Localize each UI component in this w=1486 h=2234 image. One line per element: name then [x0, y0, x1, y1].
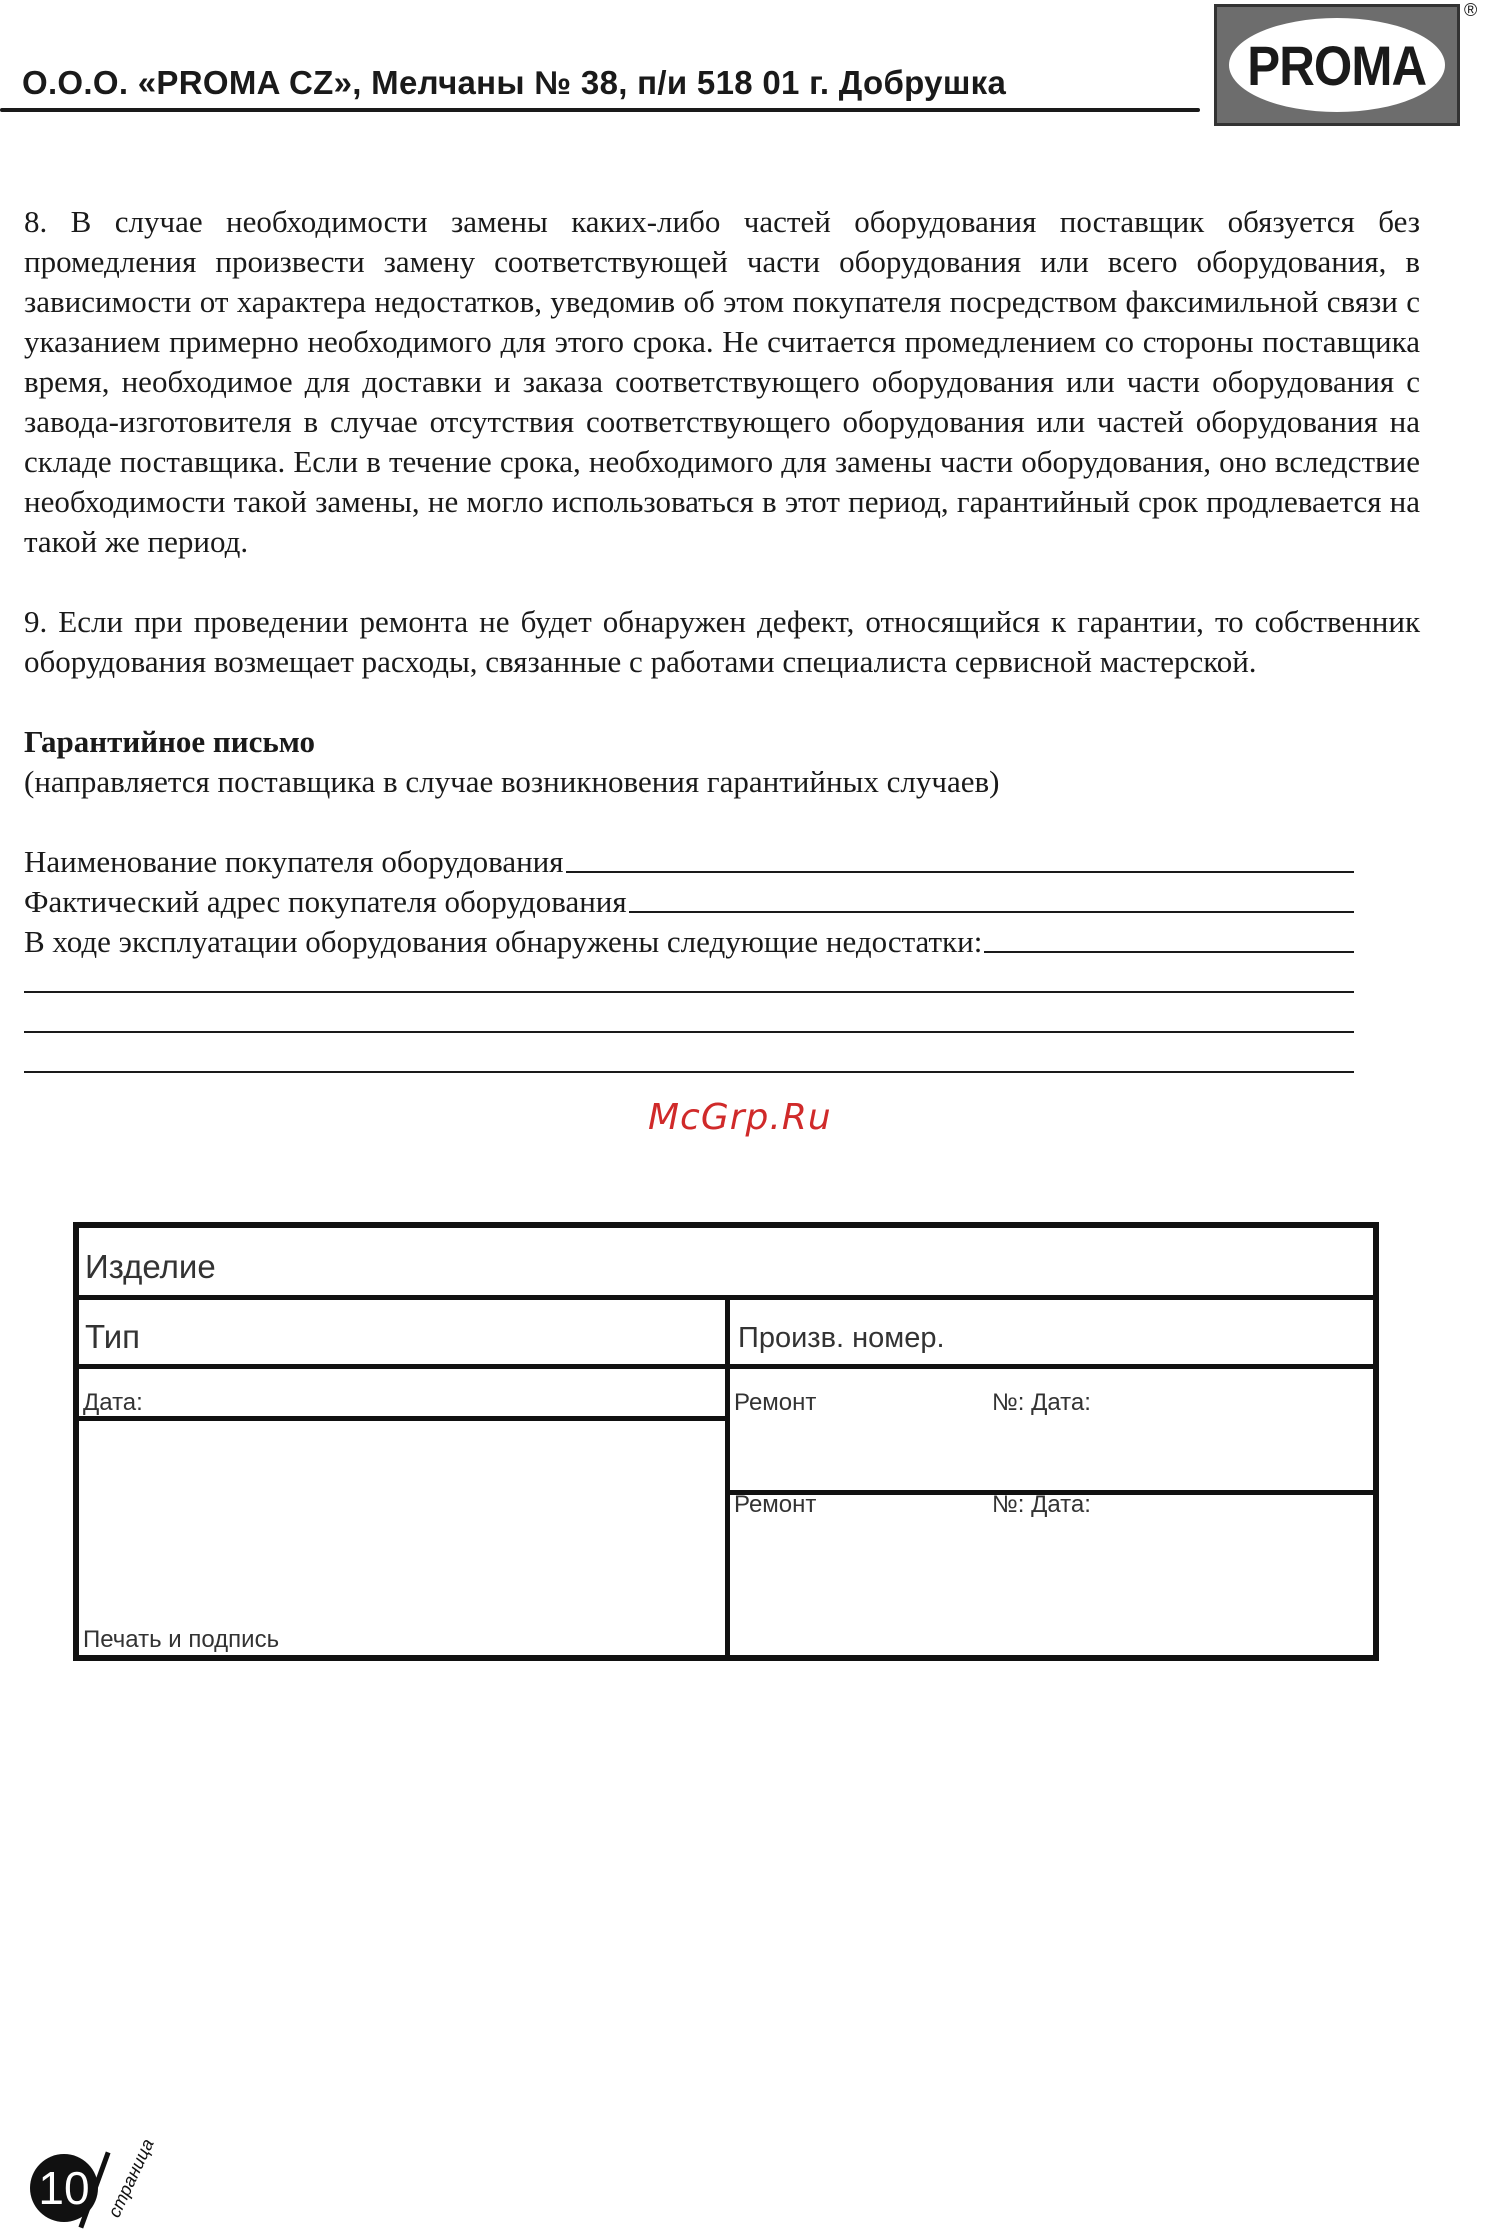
paragraph-9: 9. Если при проведении ремонта не будет обнаружен дефект, относящийся к гарантии, то собственник оборудования возмещает расходы, связанные с работами специалиста сервисной мастерской.	[24, 604, 1420, 679]
letter-title: Гарантийное письмо	[24, 724, 316, 759]
document-body	[24, 202, 1420, 1082]
page-label: страница	[104, 2135, 158, 2221]
letter-subtitle: (направляется поставщика в случае возникновения гарантийных случаев)	[24, 764, 1000, 799]
product-label: Изделие	[85, 1248, 216, 1285]
letter-fields	[24, 842, 1354, 1082]
column-divider	[725, 1295, 730, 1657]
defects-blank-line-1[interactable]	[24, 962, 1354, 1002]
repair-2-number-date: №: Дата:	[992, 1491, 1091, 1518]
stamp-signature-label: Печать и подпись	[83, 1626, 280, 1653]
repair-form-table	[73, 1222, 1379, 1661]
buyer-name-blank[interactable]	[566, 871, 1354, 873]
proma-logo	[1214, 4, 1460, 126]
defects-blank-line-2[interactable]	[24, 1002, 1354, 1042]
defects-blank-line-3[interactable]	[24, 1042, 1354, 1082]
defects-field[interactable]	[24, 922, 1354, 962]
company-header: О.О.О. «PROMA CZ», Мелчаны № 38, п/и 518 01 г. Добрушка	[22, 64, 1007, 101]
buyer-address-blank[interactable]	[629, 911, 1354, 913]
buyer-name-field[interactable]	[24, 842, 1354, 882]
buyer-address-label: Фактический адрес покупателя оборудования	[24, 884, 627, 919]
repair-2-label: Ремонт	[734, 1491, 817, 1518]
page-number: 10	[38, 2162, 90, 2214]
watermark: McGrp.Ru	[648, 1097, 832, 1138]
row-divider	[79, 1416, 725, 1421]
serial-number-label: Произв. номер.	[738, 1322, 945, 1354]
repair-1-label: Ремонт	[734, 1389, 817, 1416]
defects-blank[interactable]	[984, 951, 1354, 953]
paragraph-8: 8. В случае необходимости замены каких-либо частей оборудования поставщик обязуется без промедления произвести замену соответствующей части оборудования или всего оборудования, в зависимости от характера недостатков, уведомив об этом покупателя посредством факсимильной связи с указанием примерно необходимого для этого срока. Не считается промедлением со стороны поставщика время, необходимое для доставки и заказа соответствующего оборудования или части оборудования с завода-изготовителя в случае отсутствия соответствующего оборудования или частей оборудования на складе поставщика. Если в течение срока, необходимого для замены части оборудования, оно вследствие необходимости такой замены, не могло использоваться в этот период, гарантийный срок продлевается на такой же период.	[24, 204, 1420, 559]
row-divider	[79, 1364, 1375, 1369]
header-rule	[0, 108, 1200, 112]
buyer-name-label: Наименование покупателя оборудования	[24, 844, 564, 879]
registered-mark: ®	[1464, 0, 1478, 20]
buyer-address-field[interactable]	[24, 882, 1354, 922]
repair-1-number-date: №: Дата:	[992, 1389, 1091, 1416]
date-label: Дата:	[83, 1389, 143, 1416]
type-label: Тип	[85, 1318, 141, 1355]
logo-text: PROMA	[1247, 33, 1427, 97]
defects-label: В ходе эксплуатации оборудования обнаружены следующие недостатки:	[24, 924, 983, 959]
logo-oval	[1229, 18, 1445, 112]
